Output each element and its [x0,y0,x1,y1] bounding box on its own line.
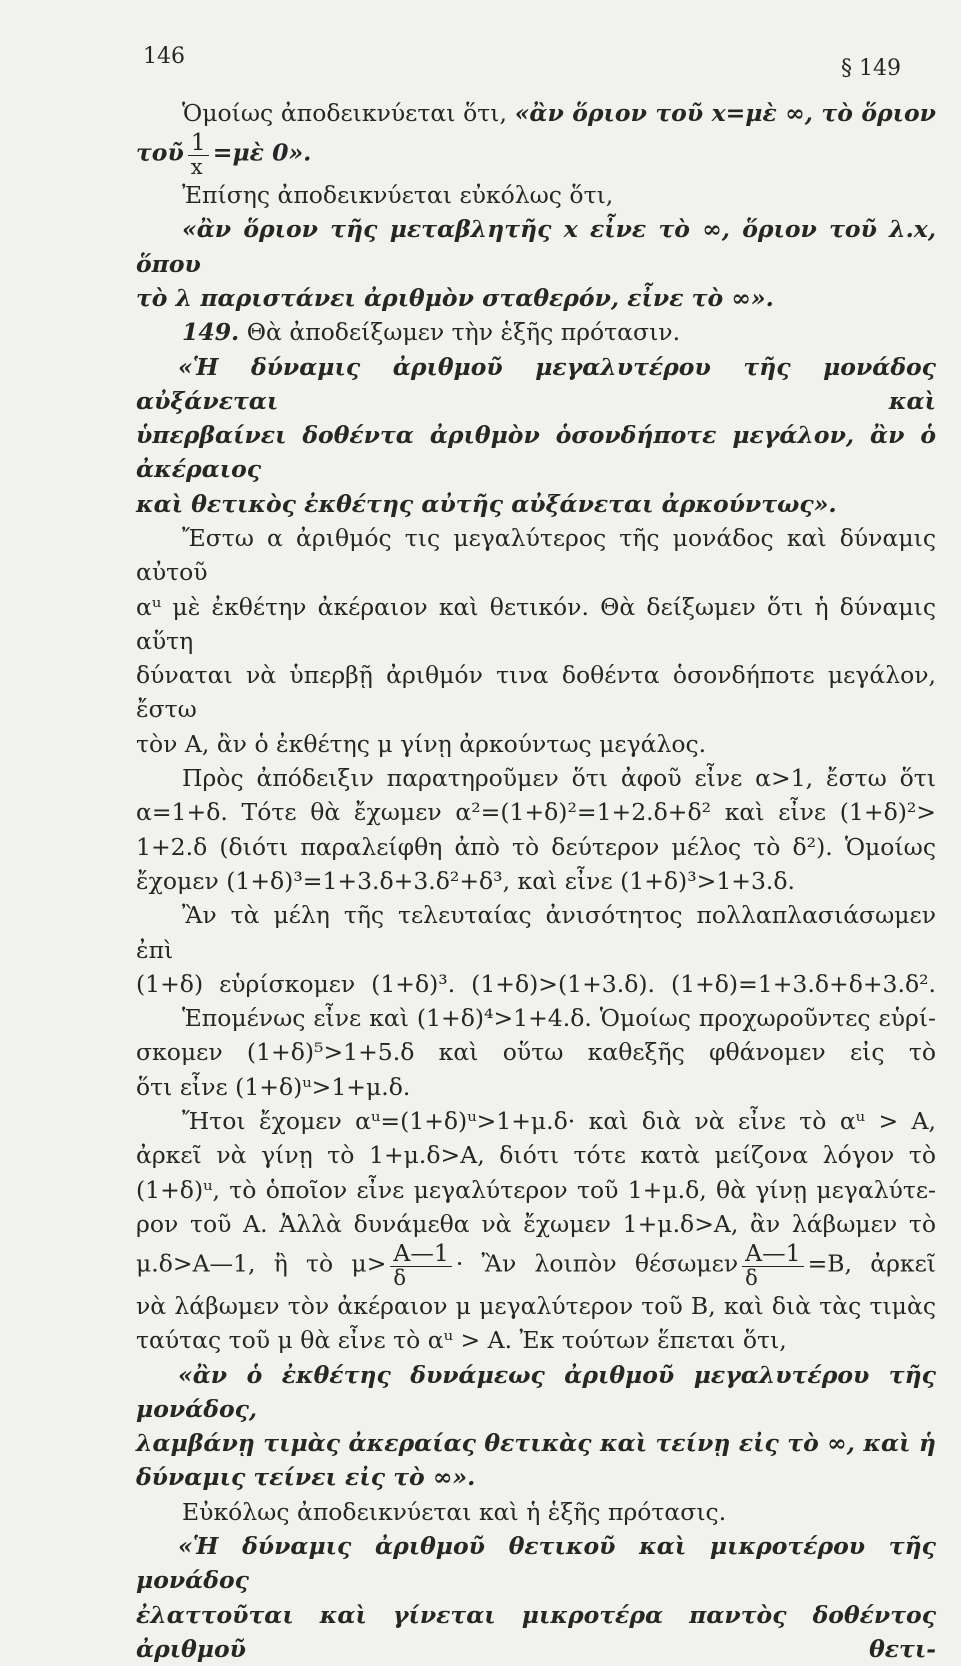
text-line: αᵘ μὲ ἐκθέτην ἀκέραιον καὶ θετικόν. Θὰ δείξωμεν ὅτι ἡ δύναμις αὕτη [136,592,936,655]
page-body [136,96,936,1666]
text-line: ἔχομεν (1+δ)³=1+3.δ+3.δ²+δ³, καὶ εἶνε (1+δ)³>1+3.δ. [136,866,796,895]
text-line: Ἐπίσης ἀποδεικνύεται εὐκόλως ὅτι, [182,181,614,210]
text-line: νὰ λάβωμεν τὸν ἀκέραιον μ μεγαλύτερον τοῦ Β, καὶ διὰ τὰς τιμὰς [136,1291,936,1320]
text-line: Ἔστω α ἀριθμός τις μεγαλύτερος τῆς μονάδος καὶ δύναμις αὐτοῦ [136,523,936,587]
theorem-line: ἐλαττοῦται καὶ γίνεται μικροτέρα παντὸς δοθέντος ἀριθμοῦ θετι- [136,1600,936,1663]
theorem-line: «Ἡ δύναμις ἀριθμοῦ θετικοῦ καὶ μικροτέρου τῆς μονάδος [136,1532,936,1595]
theorem-line: καὶ θετικὸς ἐκθέτης αὐτῆς αὐξάνεται ἀρκούντως». [136,489,837,518]
limit-statement-formula: τοῦ $\frac{1}{x}$ =μὲ 0». [136,128,312,179]
text-line: σκομεν (1+δ)⁵>1+5.δ καὶ οὕτω καθεξῆς φθάνομεν εἰς τὸ [136,1038,936,1067]
text-line: Ἤτοι ἔχομεν αᵘ=(1+δ)ᵘ>1+μ.δ· καὶ διὰ νὰ εἶνε τὸ αᵘ > Α, [182,1107,936,1136]
text-line: τὸ λ παριστάνει ἀριθμὸν σταθερόν, εἶνε τὸ ∞». [136,283,774,312]
conclusion-line: λαμβάνῃ τιμὰς ἀκεραίας θετικὰς καὶ τείνῃ εἰς τὸ ∞, καὶ ἡ [136,1429,936,1458]
text-line: τὸν Α, ἂν ὁ ἐκθέτης μ γίνῃ ἀρκούντως μεγάλος. [136,729,707,758]
text-line: ἀρκεῖ νὰ γίνῃ τὸ 1+μ.δ>Α, διότι τότε κατὰ μείζονα λόγον τὸ [136,1141,936,1170]
text-line: Ἑπομένως εἶνε καὶ (1+δ)⁴>1+4.δ. Ὁμοίως προχωροῦντες εὑρί- [182,1004,936,1033]
section-heading-line: 149. Θὰ ἀποδείξωμεν τὴν ἑξῆς πρότασιν. [182,318,681,347]
text-line: α=1+δ. Τότε θὰ ἔχωμεν α²=(1+δ)²=1+2.δ+δ² καὶ εἶνε (1+δ)²> [136,798,936,827]
formula-line: μ.δ>Α—1, ἢ τὸ μ> $\frac{A—1}{\delta}$ · Ἂν λοιπὸν θέσωμεν $\frac{A—1}{\delta}$ =Β, ἀρκεῖ [136,1239,936,1290]
conclusion-line: «ἂν ὁ ἐκθέτης δυνάμεως ἀριθμοῦ μεγαλυτέρου τῆς μονάδος, [136,1360,936,1423]
text-line: (1+δ)ᵘ, τὸ ὁποῖον εἶνε μεγαλύτερον τοῦ 1+μ.δ, θὰ γίνῃ μεγαλύτε- [136,1175,936,1204]
text-line: ρον τοῦ Α. Ἀλλὰ δυνάμεθα νὰ ἔχωμεν 1+μ.δ>Α, ἂν λάβωμεν τὸ [136,1209,936,1238]
text-line: Ἂν τὰ μέλη τῆς τελευταίας ἀνισότητος πολλαπλασιάσωμεν ἐπὶ [136,901,936,964]
text-line: Εὐκόλως ἀποδεικνύεται καὶ ἡ ἑξῆς πρότασις. [182,1497,727,1526]
fraction-one-over-x: $\frac{1}{x}$ [188,130,209,178]
text-line: δύναται νὰ ὑπερβῇ ἀριθμόν τινα δοθέντα ὁσονδήποτε μεγάλον, ἔστω [136,661,936,724]
section-reference: § 149 [841,56,901,81]
text-line: (1+δ) εὑρίσκομεν (1+δ)³. (1+δ)>(1+3.δ). (1+δ)=1+3.δ+δ+3.δ². [136,969,936,998]
text-line: 1+2.δ (διότι παραλείφθη ἀπὸ τὸ δεύτερον μέλος τὸ δ²). Ὁμοίως [136,832,936,861]
conclusion-line: δύναμις τείνει εἰς τὸ ∞». [136,1463,476,1492]
theorem-line: ὑπερβαίνει δοθέντα ἀριθμὸν ὁσονδήποτε μεγάλον, ἂν ὁ ἀκέραιος [136,421,936,484]
page-header [143,44,901,84]
fraction-a-minus-1-over-delta: $\frac{A—1}{\delta}$ [742,1241,803,1289]
text-line: ταύτας τοῦ μ θὰ εἶνε τὸ αᵘ > Α. Ἐκ τούτων ἕπεται ὅτι, [136,1326,787,1355]
page-number: 146 [143,44,185,69]
text-line: ὅτι εἶνε (1+δ)ᵘ>1+μ.δ. [136,1072,411,1101]
theorem-line: «Ἡ δύναμις ἀριθμοῦ μεγαλυτέρου τῆς μονάδος αὐξάνεται καὶ [136,352,936,415]
limit-statement-line: Ὁμοίως ἀποδεικνύεται ὅτι, «ἂν ὅριον τοῦ x=μὲ ∞, τὸ ὅριον [182,99,936,127]
fraction-a-minus-1-over-delta: $\frac{A—1}{\delta}$ [390,1241,451,1289]
section-number: 149. [182,318,240,347]
text-line: «ἂν ὅριον τῆς μεταβλητῆς x εἶνε τὸ ∞, ὅριον τοῦ λ.x, ὅπου [136,215,936,278]
text-line: Πρὸς ἀπόδειξιν παρατηροῦμεν ὅτι ἀφοῦ εἶνε α>1, ἔστω ὅτι [182,764,936,793]
